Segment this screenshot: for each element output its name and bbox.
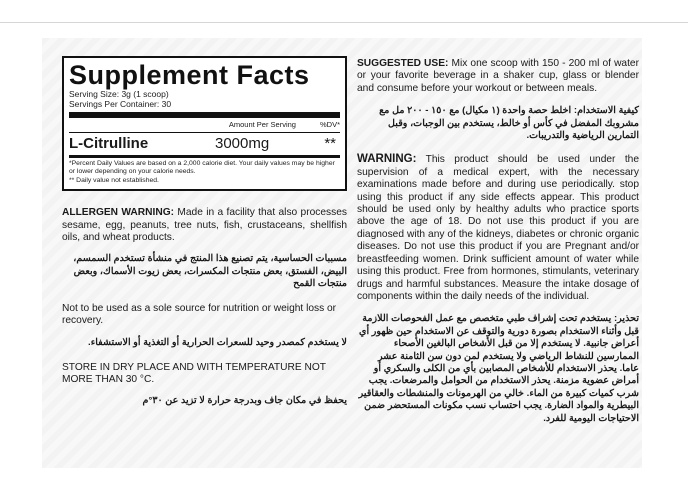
servings-per-container: Servings Per Container: 30 [69,99,172,109]
suggested-use-label: SUGGESTED USE: [357,58,449,69]
top-bar [0,0,688,23]
facts-divider [69,132,340,133]
sole-source-note: Not to be used as a sole source for nutrition or weight loss or recovery. [62,302,337,327]
allergen-text: Made in a facility that also processes sesame, egg, peanuts, tree nuts, fish, crustaceans, shellfish oils, and wheat products. [62,207,347,244]
storage-note-arabic: يحفظ في مكان جاف وبدرجة حرارة لا تزيد عن ٣٠°م [142,394,347,406]
facts-footnote-1: *Percent Daily Values are based on a 2,000 calorie diet. Your daily values may be higher or lower depending on your calorie needs. [69,160,335,176]
suggested-use [357,58,639,95]
suggested-use-text: Mix one scoop with 150 - 200 ml of water or your favorite beverage in a shaker cup, glass or blender and consume before your workout or between meals. [357,58,639,94]
warning-label: WARNING: [357,153,417,166]
nutrient-dv: ** [324,135,336,152]
allergen-label: ALLERGEN WARNING: [62,207,175,219]
warning-arabic [357,313,639,425]
allergen-warning [62,207,347,244]
allergen-arabic-label: مسببات الحساسية [273,253,347,265]
label-page [42,38,642,468]
allergen-warning-arabic: مسببات الحساسية، يتم تصنيع هذا المنتج في منشأة تستخدم السمسم، البيض، الفستق، بعض منتجات المكسرات، بعض زيوت الأسماك، وبعض منتجات القمح [73,253,347,290]
right-column [357,58,639,425]
allergen-arabic-text: يتم تصنيع هذا المنتج في منشأة تستخدم السمسم، البيض، الفستق، بعض منتجات المكسرات، بعض زيوت الأسماك، وبعض منتجات القمح [73,253,347,290]
warning-arabic-text: يستخدم تحت إشراف طبي متخصص مع عمل الفحوصات اللازمة قبل وأثناء الاستخدام بصورة دورية والتوقف عن الاستخدام حين ظهور أي أعراض جانبية. لا يستخدم إلا من قبل الأشخاص البالغين الأصحاء الممارسين للنشاط الرياضي ولا يستخدم لمن دون سن الثامنة عشر عاما. يحذر الاستخدام للأشخاص المصابين بأي من الكلى والسكري أو أمراض عضوية مزمنة. يحذر الاستخدام من الحوامل والمرضعات. يجب شرب كميات كبيرة من الماء. خالي من الهرمونات والمنشطات والعقاقير البيطرية والمواد الضارة. يجب احتساب نسب مكونات المستحضر ضمن الاحتياجات اليومية للفرد. [358,313,639,424]
suggested-use-arabic-label: كيفية الاستخدام: [573,105,639,117]
facts-title: Supplement Facts [69,60,310,90]
sole-source-note-arabic: لا يستخدم كمصدر وحيد للسعرات الحرارية أو التغذية أو الاستشفاء. [88,337,347,349]
warning-text: This product should be used under the supervision of a medical expert, with the necessary examinations made before and during use periodically. stop using this product if any side effects appear. This product should be used only by healthy adults who practice sports above the age of 18. Do not use this product if you are diagnosed with any of the kidneys, diabetes or chronic organic diseases. Do not use this product if you are Pregnant and/or breastfeeding women. Drink sufficient amount of water while using this product. Free from hormones, stimulants, veterinary drugs and harmful substances. Measure the intake dosage of components within the daily needs of the individual. [357,154,639,302]
warning-arabic-label: تحذير: [613,313,639,325]
serving-size: Serving Size: 3g (1 scoop) [69,89,169,99]
amount-per-serving-header: Amount Per Serving [228,120,296,129]
facts-header-row [69,120,340,130]
suggested-use-arabic-text: اخلط حصة واحدة (١ مكيال) مع ١٥٠ - ٢٠٠ مل مع مشروبك المفضل في كأس أو خالط، يستخدم بين الوجبات، وقبل التمارين الرياضية والتدريبات. [379,105,639,142]
facts-footnote-2: ** Daily value not established. [69,176,159,184]
facts-divider [69,155,340,158]
left-column [62,56,347,407]
nutrient-name: L-Citrulline [69,135,149,152]
storage-note: STORE IN DRY PLACE AND WITH TEMPERATURE NOT MORE THAN 30 °C. [62,361,326,386]
nutrient-amount: 3000mg [215,135,270,152]
facts-divider [69,112,340,118]
nutrient-row [69,135,340,153]
suggested-use-arabic [357,105,639,142]
supplement-facts-panel [62,56,347,191]
warning [357,153,639,303]
dv-header: %DV* [319,120,340,129]
